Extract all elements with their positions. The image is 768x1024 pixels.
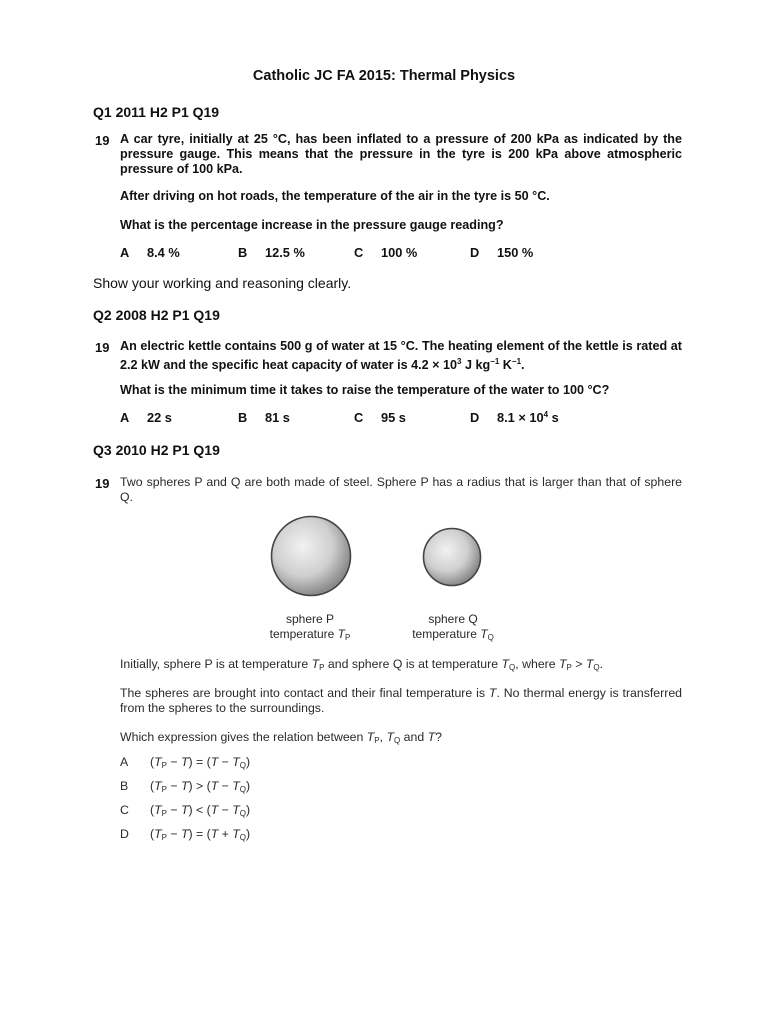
q3-question: Which expression gives the relation between $T_P$, $T_Q$ and T? xyxy=(120,730,442,745)
q1-heading: Q1 2011 H2 P1 Q19 xyxy=(93,104,220,120)
sphere-q-shape xyxy=(422,527,482,587)
q2-option-d[interactable]: D $8.1 \times 10^4$ s xyxy=(470,410,559,425)
q1-option-c[interactable]: C 100 % xyxy=(354,245,418,260)
q3-number: 19 xyxy=(95,476,110,491)
q3-choice-a[interactable]: A $(T_P - T) = (T - T_Q)$ xyxy=(120,755,251,770)
q3-heading: Q3 2010 H2 P1 Q19 xyxy=(93,442,220,458)
q3-stem: Two spheres P and Q are both made of steel. Sphere P has a radius that is larger than that of sphere Q. xyxy=(120,475,682,504)
q2-options xyxy=(120,410,640,426)
sphere-q-caption xyxy=(398,612,508,645)
q1-number: 19 xyxy=(95,133,110,148)
q1-option-a[interactable]: A 8.4 % xyxy=(120,245,180,260)
q3-choice-d[interactable]: D $(T_P - T) = (T + T_Q)$ xyxy=(120,827,251,842)
instruction: Show your working and reasoning clearly. xyxy=(93,275,352,291)
sphere-p-shape xyxy=(270,515,352,597)
sphere-q-name: sphere Q xyxy=(428,612,478,626)
q1-question: What is the percentage increase in the pressure gauge reading? xyxy=(120,218,504,232)
q1-options xyxy=(120,245,640,261)
q2-heading: Q2 2008 H2 P1 Q19 xyxy=(93,307,220,323)
q2-option-b[interactable]: B 81 s xyxy=(238,410,290,425)
q2-stem: An electric kettle contains 500 g of water at 15 °C. The heating element of the kettle is rated at 2.2 kW and the specific heat capacity of water is $4.2 \times 10^3$ J $kg^{-1}$ $K^{-1}$. xyxy=(120,339,682,372)
q1-stem: A car tyre, initially at 25 °C, has been inflated to a pressure of 200 kPa as indicated by the pressure gauge. This means that the pressure in the tyre is 200 kPa above atmospheric pressure of 100 kPa. xyxy=(120,132,682,176)
q3-contact: The spheres are brought into contact and their final temperature is T. No thermal energy is transferred from the spheres to the surroundings. xyxy=(120,686,682,715)
sphere-p-caption xyxy=(255,612,365,645)
page-title: Catholic JC FA 2015: Thermal Physics xyxy=(252,68,516,84)
q2-option-a[interactable]: A 22 s xyxy=(120,410,172,425)
q1-option-d[interactable]: D 150 % xyxy=(470,245,534,260)
q3-choice-c[interactable]: C $(T_P - T) < (T - T_Q)$ xyxy=(120,803,251,818)
sphere-p-name: sphere P xyxy=(285,612,335,626)
q3-choice-b[interactable]: B $(T_P - T) > (T - T_Q)$ xyxy=(120,779,251,794)
q2-option-c[interactable]: C 95 s xyxy=(354,410,406,425)
sphere-q-figure xyxy=(422,527,482,587)
sphere-p-temp: temperature $T_P$ xyxy=(269,627,351,642)
q1-option-b[interactable]: B 12.5 % xyxy=(238,245,305,260)
q2-question: What is the minimum time it takes to raise the temperature of the water to 100 °C? xyxy=(120,383,610,397)
q1-line2: After driving on hot roads, the temperature of the air in the tyre is 50 °C. xyxy=(120,189,550,203)
sphere-q-temp: temperature $T_Q$ xyxy=(412,627,494,642)
q3-initial: Initially, sphere P is at temperature $T_P$ and sphere Q is at temperature $T_Q$, where $T_P > T_Q$. xyxy=(120,657,604,672)
sphere-p-figure xyxy=(270,515,352,597)
q2-number: 19 xyxy=(95,340,110,355)
